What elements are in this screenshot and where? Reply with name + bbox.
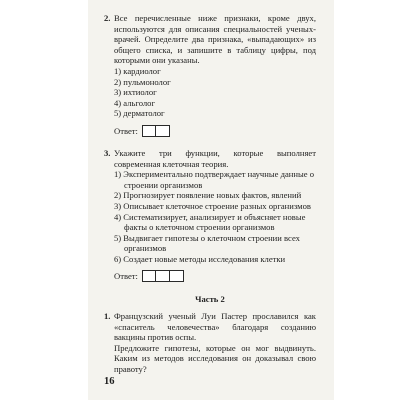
part2-question-1 <box>104 311 316 375</box>
option: 3) ихтиолог <box>114 87 157 98</box>
answer-row <box>114 125 316 137</box>
question-number: 3. <box>104 147 111 158</box>
option: 2) Прогнозирует появление новых фактов, явлений <box>114 190 302 201</box>
part-title: Часть 2 <box>195 294 225 305</box>
answer-box[interactable] <box>170 270 184 282</box>
question-text: Все перечисленные ниже признаки, кроме двух, используются для описания специальностей ученых-врачей. Определите два признака, «выпадающих» из общего списка, и запишите в таблицу цифры, под которыми они указаны. <box>114 13 316 66</box>
answer-row <box>114 270 316 282</box>
answer-box[interactable] <box>156 125 170 137</box>
option: 5) дерматолог <box>114 108 165 119</box>
answer-label: Ответ: <box>114 125 138 136</box>
question-followup: Предложите гипотезы, которые он мог выдвинуть. Каким из методов исследования он доказывал свою правоту? <box>114 342 316 375</box>
question-3 <box>104 148 316 283</box>
option: 3) Описывает клеточное строение разных организмов <box>114 200 311 211</box>
option: 4) Систематизирует, анализирует и объясняет новые факты о клеточном строении организмов <box>114 211 306 233</box>
answer-boxes <box>142 270 184 282</box>
answer-box[interactable] <box>156 270 170 282</box>
question-2 <box>104 13 316 137</box>
option: 1) кардиолог <box>114 65 161 76</box>
options-list <box>104 66 316 119</box>
answer-label: Ответ: <box>114 271 138 282</box>
question-text: Укажите три функции, которые выполняет современная клеточная теория. <box>114 147 316 169</box>
question-number: 1. <box>104 311 111 322</box>
book-page <box>88 0 334 400</box>
option: 6) Создает новые методы исследования клетки <box>114 253 286 264</box>
answer-boxes <box>142 125 170 137</box>
answer-box[interactable] <box>142 125 156 137</box>
option: 2) пульмонолог <box>114 76 171 87</box>
question-text: Французский ученый Луи Пастер прославился как «спаситель человечества» благодаря созданию вакцины против оспы. <box>114 311 316 343</box>
question-number: 2. <box>104 13 111 23</box>
page-content <box>104 13 316 375</box>
page-number: 16 <box>104 376 115 387</box>
option: 1) Экспериментально подтверждает научные данные о строении организмов <box>114 169 315 190</box>
options-list <box>104 169 316 264</box>
answer-box[interactable] <box>142 270 156 282</box>
option: 4) альголог <box>114 97 156 108</box>
option: 5) Выдвигает гипотезы о клеточном строении всех организмов <box>114 232 300 254</box>
